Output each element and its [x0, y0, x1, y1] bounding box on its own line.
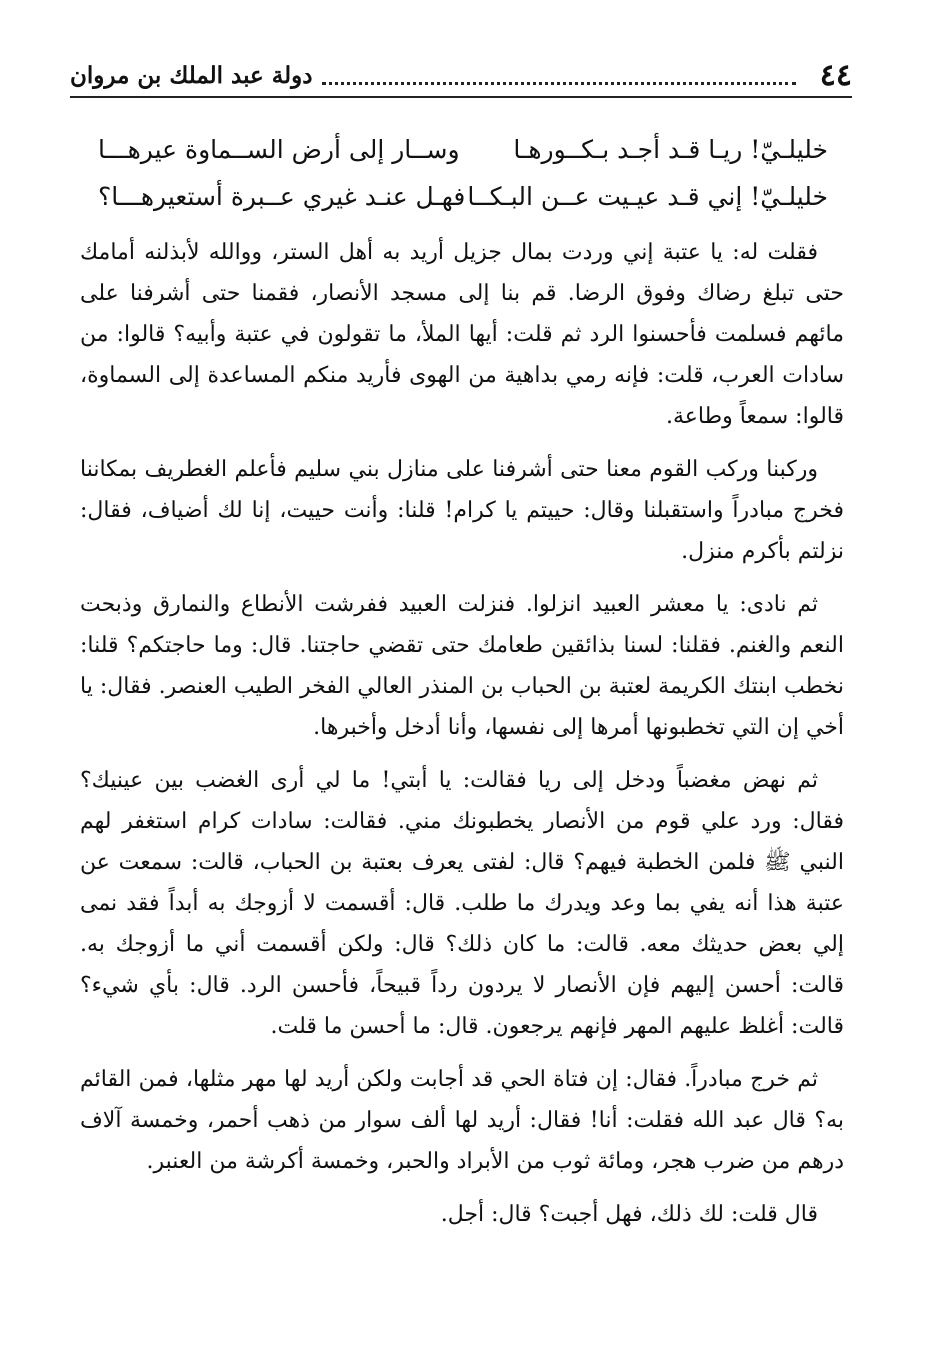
- paragraph: وركبنا وركب القوم معنا حتى أشرفنا على منازل بني سليم فأعلم الغطريف بمكاننا فخرج مبادراً واستقبلنا وقال: حييتم يا كرام! قلنا: وأنت حييت، إنا لك أضياف، فقال: نزلتم بأكرم منزل.: [80, 457, 844, 564]
- verse-first-hemistich: خليلـيّ! ريـا قـد أجـد بـكــورهـا: [513, 135, 828, 164]
- running-title: دولة عبد الملك بن مروان: [70, 61, 313, 89]
- page-header: [70, 54, 852, 98]
- body-text: [80, 232, 844, 1247]
- paragraph: ثم نادى: يا معشر العبيد انزلوا. فنزلت العبيد ففرشت الأنطاع والنمارق وذبحت النعم والغنم. فقلنا: لسنا بذائقين طعامك حتى تقضي حاجتنا. قال: وما حاجتكم؟ قلنا: نخطب ابنتك الكريمة لعتبة بن الحباب بن المنذر العالي الفخر الطيب العنصر. فقال: يا أخي إن التي تخطبونها أمرها إلى نفسها، وأنا أدخل وأخبرها.: [80, 592, 844, 740]
- page-number: ٤٤: [819, 57, 852, 93]
- verse-first-hemistich: خليلـيّ! إني قـد عيـيت عــن البـكــا: [467, 182, 828, 211]
- paragraph: ثم خرج مبادراً. فقال: إن فتاة الحي قد أجابت ولكن أريد لها مهر مثلها، فمن القائم به؟ قال عبد الله فقلت: أنا! فقال: أريد لها ألف سوار من ذهب أحمر، وخمسة آلاف درهم من ضرب هجر، ومائة ثوب من الأبراد والحبر، وخمسة أكرشة من العنبر.: [80, 1067, 844, 1174]
- verse-line: [98, 126, 828, 173]
- verse-second-hemistich: فهـل عنـد غيري عــبرة أستعيرهـــا؟: [98, 182, 466, 211]
- verse-line: [98, 173, 828, 220]
- verse-second-hemistich: وســار إلى أرض الســماوة عيرهـــا: [98, 135, 460, 164]
- paragraph: ثم نهض مغضباً ودخل إلى ريا فقالت: يا أبتي! ما لي أرى الغضب بين عينيك؟ فقال: ورد علي قوم من الأنصار يخطبونك مني. فقالت: سادات كرام استغفر لهم النبي ﷺ فلمن الخطبة فيهم؟ قال: لفتى يعرف بعتبة بن الحباب، قالت: سمعت عن عتبة هذا أنه يفي بما وعد ويدرك ما طلب. قال: أقسمت لا أزوجك به أبداً فقد نمى إلي بعض حديثك معه. قالت: ما كان ذلك؟ قال: ولكن أقسمت أني ما أزوجك به. قالت: أحسن إليهم فإن الأنصار لا يردون رداً قبيحاً، فأحسن الرد. قال: بأي شيء؟ قالت: أغلظ عليهم المهر فإنهم يرجعون. قال: ما أحسن ما قلت.: [80, 768, 844, 1039]
- paragraph: قال قلت: لك ذلك، فهل أجبت؟ قال: أجل.: [440, 1202, 818, 1227]
- poem-verses: [98, 126, 828, 220]
- header-dotted-leader: [322, 82, 795, 85]
- paragraph: فقلت له: يا عتبة إني وردت بمال جزيل أريد به أهل الستر، ووالله لأبذلنه أمامك حتى تبلغ رضاك وفوق الرضا. قم بنا إلى مسجد الأنصار، فقمنا حتى أشرفنا على مائهم فسلمت فأحسنوا الرد ثم قلت: أيها الملأ، ما تقولون في عتبة وأبيه؟ قالوا: من سادات العرب، قلت: فإنه رمي بداهية من الهوى فأريد منكم المساعدة إلى السماوة، قالوا: سمعاً وطاعة.: [80, 240, 844, 429]
